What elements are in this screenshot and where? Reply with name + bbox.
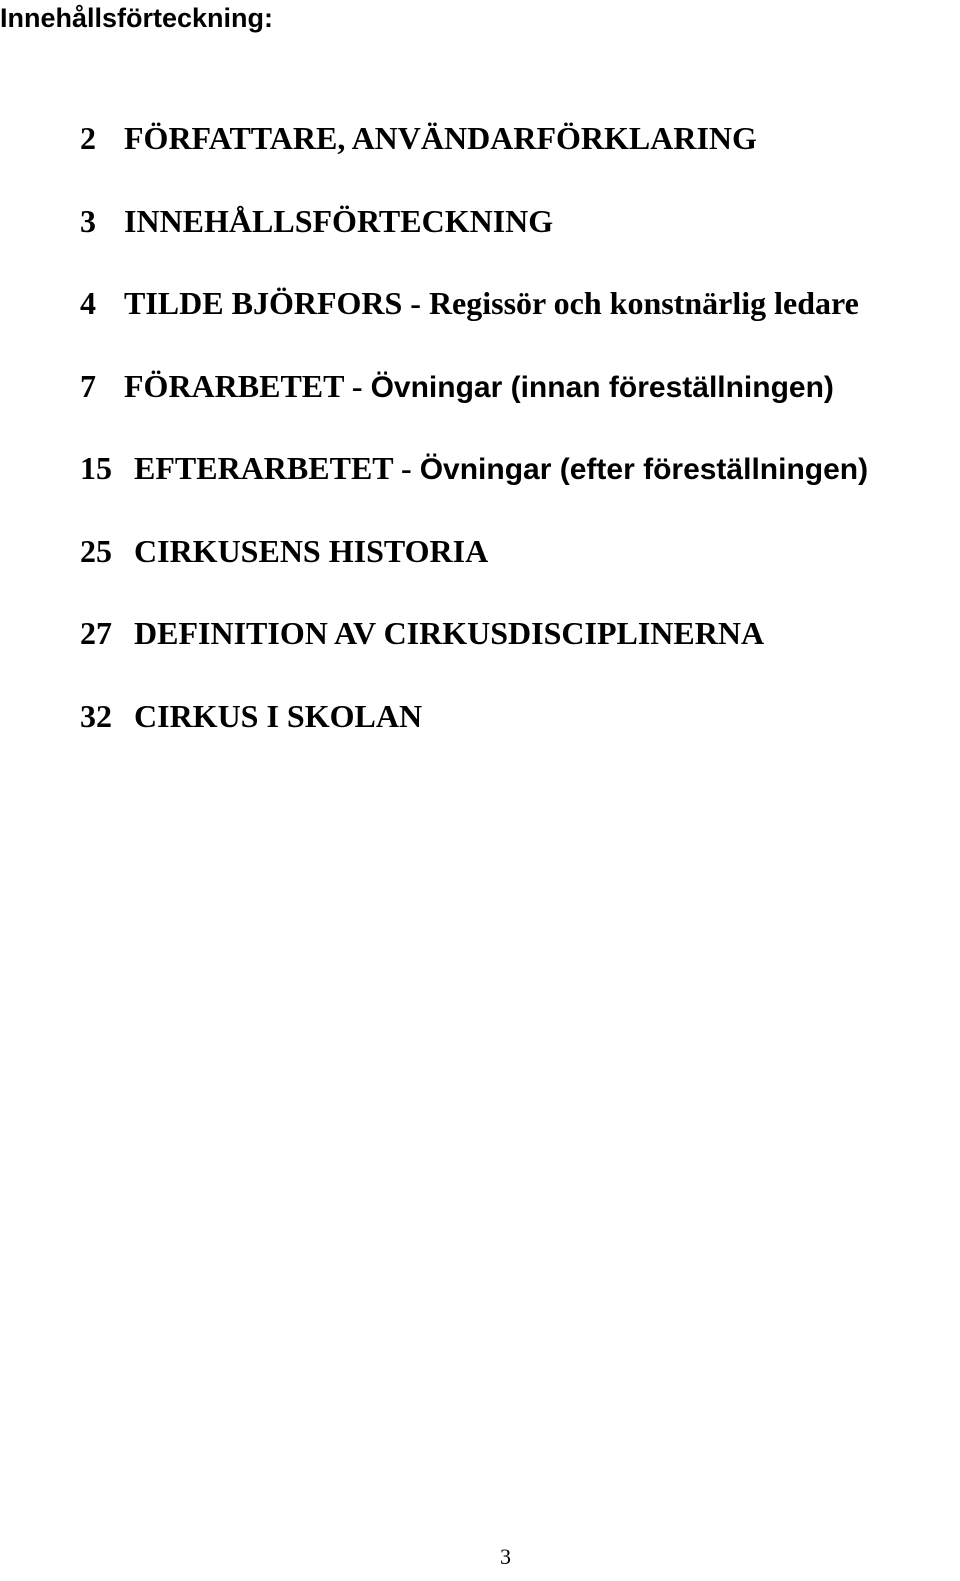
toc-title-main: FÖRARBETET - [124,367,371,404]
toc-entry[interactable] [80,611,868,694]
toc-entry[interactable] [80,694,868,777]
toc-entry[interactable] [80,116,868,199]
toc-page-number: 27 [80,615,112,651]
toc-page-number: 7 [80,367,96,404]
toc-title: FÖRFATTARE, ANVÄNDARFÖRKLARING [124,120,757,156]
table-of-contents [80,116,868,776]
toc-title: INNEHÅLLSFÖRTECKNING [124,202,554,239]
toc-title [134,446,868,492]
toc-title: CIRKUSENS HISTORIA [134,532,489,569]
toc-title [124,364,834,410]
toc-page-number: 3 [80,202,96,239]
toc-page-number: 4 [80,285,96,321]
toc-title-tail: Övningar (innan föreställningen) [370,370,834,404]
toc-entry[interactable] [80,281,868,364]
toc-entry[interactable] [80,364,868,447]
toc-title-main: EFTERARBETET - [134,450,420,486]
toc-title: DEFINITION AV CIRKUSDISCIPLINERNA [134,615,765,651]
toc-entry[interactable] [80,446,868,529]
page-number: 3 [500,1544,511,1569]
toc-page-number: 2 [80,120,96,156]
toc-heading: Innehållsförteckning: [0,3,274,33]
toc-page-number: 15 [80,450,112,486]
toc-page-number: 25 [80,532,112,569]
toc-title: CIRKUS I SKOLAN [134,697,423,734]
toc-title-tail: Övningar (efter föreställningen) [419,453,869,486]
toc-entry[interactable] [80,529,868,612]
toc-title: TILDE BJÖRFORS - Regissör och konstnärlig ledare [124,285,859,321]
toc-entry[interactable] [80,199,868,282]
toc-page-number: 32 [80,697,112,734]
